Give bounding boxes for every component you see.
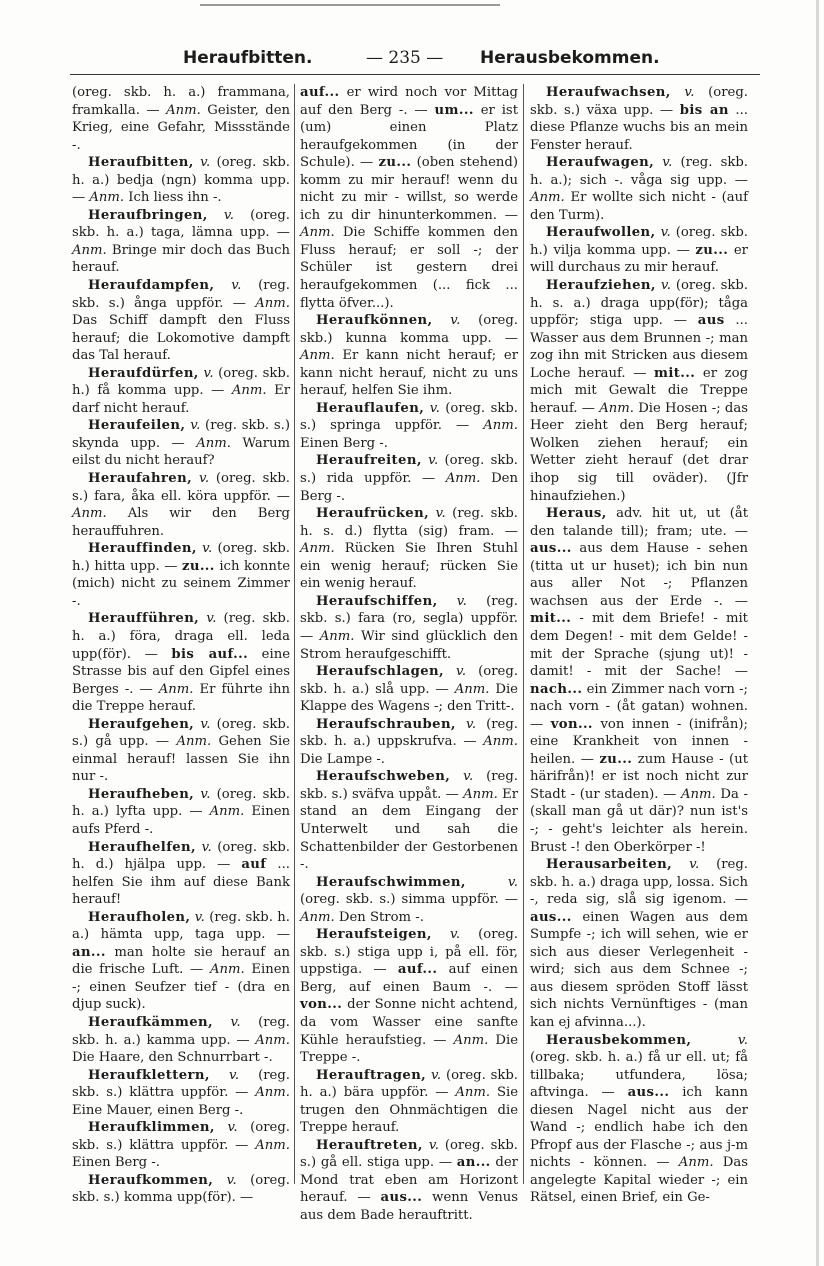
entry-text: (reg. skb. h. a.) kamma upp. — [72, 1014, 290, 1048]
entry-text: Sie trugen den Ohnmächtigen die Treppe herauf. [300, 1085, 519, 1136]
top-edge-line [200, 4, 500, 6]
dictionary-entry [530, 224, 748, 277]
entry-text: Da - (skall man gå ut där)? nun ist's -; - geht's leichter als herein. Brust -! den Oberkörper -! [530, 786, 748, 855]
entry-text: (reg. skb. h. a.); sich -. våga sig upp. — [530, 155, 748, 188]
entry-text [450, 769, 463, 784]
entry-headword: Heraufheben, [88, 786, 195, 802]
entry-text [444, 664, 456, 679]
entry-abbrev: v. [190, 418, 201, 434]
entry-text: (oreg. skb. s.) klättra uppför. — [72, 1120, 290, 1153]
entry-text: (oreg. skb. h. a.) taga, lämna upp. — [72, 207, 290, 241]
entry-text: eine Strasse bis auf den Gipfel eines Berges -. — [72, 646, 290, 697]
dictionary-entry [72, 1119, 290, 1172]
entry-headword: Herausarbeiten, [546, 857, 673, 873]
dictionary-entry [72, 839, 290, 909]
entry-abbrev: v. [230, 1014, 241, 1030]
entry-headword: Heraufbringen, [88, 207, 208, 223]
entry-text: (oreg. skb. s.) rida uppför. — [300, 453, 518, 487]
dictionary-entry [300, 84, 518, 312]
entry-abbrev: v. [200, 155, 211, 171]
entry-text: (reg. skb. s.) skynda upp. — [72, 418, 290, 451]
entry-abbrev: v. [228, 1067, 240, 1083]
entry-headword: Heraufdampfen, [88, 278, 215, 294]
dictionary-entry [300, 505, 518, 593]
entry-text: (oreg. skb. h. a.) lyfta upp. — [72, 786, 290, 820]
entry-abbrev: Anm. [463, 786, 498, 802]
dictionary-entry [72, 909, 290, 1014]
header-left-guideword: Heraufbitten. [183, 48, 313, 68]
entry-text: (oreg. skb. s.) gå ell. stiga upp. — [300, 1137, 518, 1171]
entry-headword: Herauftragen, [316, 1067, 427, 1083]
entry-headword: Heraufholen, [88, 909, 191, 925]
dictionary-entry [72, 610, 290, 715]
entry-headword: Heraufreiten, [316, 453, 422, 469]
entry-text: wenn Venus aus dem Bade herauftritt. [300, 1190, 518, 1223]
entry-headword: von... [550, 716, 593, 732]
entry-text: (reg. skb. s.) sväfva uppåt. — [300, 769, 518, 802]
entry-abbrev: Anm. [209, 804, 245, 820]
dictionary-entry [72, 1014, 290, 1067]
entry-text: Geister, den Krieg, eine Gefahr, Missstände -. [72, 102, 290, 153]
entry-abbrev: Anm. [196, 435, 231, 451]
dictionary-entry [72, 1067, 290, 1120]
entry-abbrev: Anm. [300, 225, 335, 241]
dictionary-entry [72, 470, 290, 540]
entry-text: (oreg. skb. h. a.) få ur ell. ut; få tillbaka; utfundera, lösa; aftvinga. — [530, 1050, 748, 1101]
entry-headword: mit... [654, 365, 696, 381]
dictionary-entry [530, 84, 748, 154]
entry-text: auf einen Berg, auf einen Baum -. — [300, 962, 518, 995]
entry-text [215, 1120, 228, 1135]
entry-abbrev: v. [231, 278, 242, 294]
entry-text: Er darf nicht herauf. [72, 383, 290, 416]
entry-text: er ist (um) einen Platz heraufgekommen (in der Schule). — [300, 102, 518, 171]
entry-text: (oreg. skb. h. s. a.) draga upp(för); tåga uppför; stiga upp. — [530, 278, 748, 329]
entry-text [466, 875, 508, 890]
entry-text: einen Wagen aus dem Sumpfe -; ich will sehen, wie er sich aus dieser Verlegenheit - wird; sich aus dem Schnee -; aus diesem spröden Stoff lässt sich nichts Vernünftiges - (man kan ej afvinna...). [530, 909, 748, 1030]
entry-text: (oreg. skb. s.) stiga upp i, på ell. för, uppstiga. — [300, 927, 518, 978]
entry-abbrev: Anm. [158, 681, 194, 697]
entry-text: Die Hosen -; das Heer zieht den Berg herauf; Wolken ziehen herauf; ein Wetter zieht herauf (det drar ihop sig till oväder). (Jfr hinaufziehen.) [530, 400, 748, 504]
column-3 [530, 84, 748, 1207]
entry-headword: von... [300, 997, 343, 1013]
entry-text: (oreg. skb. s.) springa uppför. — [300, 400, 518, 434]
dictionary-entry [530, 1032, 748, 1207]
entry-text: Er stand an dem Eingang der Unterwelt und sah die Schattenbilder der Gestorbenen -. [300, 786, 519, 873]
entry-abbrev: v. [200, 786, 211, 802]
entry-abbrev: Anm. [209, 962, 245, 978]
entry-text: er will durchaus zu mir herauf. [530, 242, 748, 276]
dictionary-entry [72, 84, 290, 154]
entry-headword: Heraufeilen, [88, 418, 186, 434]
entry-text [672, 857, 689, 872]
entry-abbrev: v. [507, 874, 518, 890]
dictionary-entry [300, 312, 518, 400]
entry-headword: aus... [530, 541, 572, 557]
entry-headword: aus... [530, 909, 572, 925]
entry-text: ich konnte (mich) nicht zu seinem Zimmer -. [72, 558, 290, 609]
entry-headword: Heraufkommen, [88, 1172, 214, 1188]
entry-text: Die Haare, den Schnurrbart -. [72, 1050, 273, 1066]
entry-abbrev: Anm. [72, 242, 107, 258]
dictionary-entry [300, 593, 518, 663]
entry-text: Rücken Sie Ihren Stuhl ein wenig herauf; rücken Sie ein wenig herauf. [300, 541, 518, 592]
entry-abbrev: Anm. [255, 295, 290, 311]
entry-abbrev: v. [206, 611, 217, 627]
dictionary-entry [72, 786, 290, 839]
entry-headword: Heraus, [546, 506, 607, 522]
entry-headword: Heraufwollen, [546, 225, 656, 241]
entry-text: (reg. skb. h. a.) föra, draga ell. leda upp(för). — [72, 611, 290, 662]
entry-abbrev: v. [684, 85, 695, 100]
entry-abbrev: Anm. [483, 418, 518, 434]
entry-headword: auf [241, 857, 267, 873]
entry-text: Einen aufs Pferd -. [72, 804, 291, 837]
entry-headword: Heraufziehen, [546, 278, 656, 294]
entry-abbrev: Anm. [255, 1137, 290, 1153]
entry-abbrev: Anm. [530, 190, 565, 206]
column-2 [300, 84, 518, 1225]
entry-text: (oreg. skb. s.) gå upp. — [72, 716, 290, 750]
running-head [0, 48, 824, 74]
entry-headword: an... [72, 944, 106, 960]
entry-abbrev: v. [429, 400, 440, 416]
entry-abbrev: v. [226, 1172, 237, 1188]
entry-text [213, 1173, 226, 1188]
page-edge [816, 0, 819, 1266]
dictionary-entry [72, 207, 290, 277]
entry-abbrev: v. [660, 278, 671, 294]
entry-text: (oreg. skb. h. d.) hjälpa upp. — [72, 839, 290, 873]
entry-abbrev: v. [463, 769, 474, 785]
entry-headword: Heraufhelfen, [88, 839, 197, 855]
entry-text: ... diese Pflanze wuchs bis an mein Fenster herauf. [530, 102, 748, 153]
entry-abbrev: v. [202, 541, 213, 557]
entry-text: (oreg. skb. h.) vilja komma upp. — [530, 225, 748, 258]
entry-headword: Heraufkämmen, [88, 1014, 213, 1030]
dictionary-entry [300, 400, 518, 453]
entry-headword: Herauflaufen, [316, 400, 425, 416]
entry-text [432, 927, 450, 942]
entry-text [208, 208, 224, 223]
entry-text: Den Strom -. [334, 909, 424, 925]
entry-abbrev: v. [200, 716, 211, 732]
entry-headword: Heraufklimmen, [88, 1120, 215, 1136]
entry-abbrev: v. [428, 1137, 439, 1153]
entry-text: (oreg. skb. h. a.) bedja (ngn) komma upp. — [72, 155, 290, 206]
entry-abbrev: v. [662, 155, 673, 171]
header-right-guideword: Herausbekommen. [480, 48, 660, 68]
entry-text: (reg. skb. h. a.) draga upp, lossa. Sich -, reda sig, slå sig igenom. — [530, 857, 748, 908]
dictionary-entry [300, 1137, 518, 1225]
entry-text [192, 471, 199, 486]
entry-headword: aus... [380, 1190, 423, 1206]
entry-text [456, 717, 466, 732]
entry-text: (oreg. skb.) kunna komma upp. — [300, 313, 518, 346]
entry-headword: Herauffinden, [88, 541, 197, 557]
dictionary-entry [300, 452, 518, 505]
entry-abbrev: Anm. [231, 383, 267, 399]
entry-text: ... Wasser aus dem Brunnen -; man zog ihn mit Stricken aus diesem Loche herauf. — [530, 313, 748, 381]
entry-headword: Herausbekommen, [546, 1032, 692, 1048]
entry-text: Einen Berg -. [72, 1155, 160, 1171]
entry-text: Das angelegte Kapital wieder -; ein Rätsel, einen Brief, ein Ge- [530, 1155, 748, 1206]
entry-text: Bringe mir doch das Buch herauf. [72, 242, 290, 276]
entry-headword: mit... [530, 611, 572, 627]
entry-text: Die Treppe -. [300, 1032, 518, 1066]
entry-headword: Heraufschweben, [316, 769, 451, 785]
dictionary-entry [72, 365, 290, 418]
entry-text: (reg. skb. h. a.) hämta upp, taga upp. — [72, 909, 290, 943]
entry-headword: aus... [627, 1085, 670, 1101]
entry-headword: Heraufschrauben, [316, 716, 456, 732]
entry-text: (oreg. skb. s.) simma uppför. — [300, 892, 518, 908]
entry-text: (oreg. skb. s.) fara, åka ell. köra uppför. — [72, 471, 290, 504]
entry-abbrev: v. [456, 664, 467, 680]
entry-text [438, 594, 457, 609]
entry-abbrev: v. [737, 1032, 748, 1048]
dictionary-entry [300, 926, 518, 1066]
entry-headword: zu... [599, 751, 633, 767]
entry-text: (oreg. skb. s.) komma upp(för). — [72, 1172, 290, 1206]
entry-text [213, 1015, 231, 1030]
header-rule [70, 74, 760, 75]
entry-abbrev: v. [435, 506, 446, 522]
entry-text: ich kann diesen Nagel nicht aus der Wand -; endlich habe ich den Pfropf aus der Flasche -; aus j-m nichts - können. — [530, 1085, 748, 1171]
entry-abbrev: Anm. [454, 681, 490, 697]
entry-text: - mit dem Briefe! - mit dem Degen! - mit dem Gelde! - mit der Sprache (sjung ut)! - damit! - mit der Sache! — [530, 611, 748, 680]
dictionary-entry [300, 874, 518, 927]
entry-headword: an... [456, 1155, 491, 1171]
entry-headword: Heraufrücken, [316, 506, 430, 522]
entry-text: (oreg. skb. h. a.) bära uppför. — [300, 1067, 518, 1101]
entry-text: von innen - (inifrån); eine Krankheit von innen - heilen. — [530, 716, 748, 767]
entry-abbrev: Anm. [678, 1155, 714, 1171]
entry-text: (reg. skb. s.) ånga uppför. — [72, 278, 290, 311]
dictionary-entry [530, 154, 748, 224]
entry-text: Er kann nicht herauf; er kann nicht herauf, nicht zu uns herauf, helfen Sie ihm. [300, 348, 518, 399]
entry-headword: bis an [679, 102, 729, 118]
entry-text: (reg. skb. h. a.) uppskrufva. — [300, 716, 518, 750]
entry-abbrev: Anm. [166, 102, 201, 118]
dictionary-entry [530, 505, 748, 856]
entry-text: ... helfen Sie ihm auf diese Bank herauf! [72, 857, 290, 908]
entry-text: Ich liess ihn -. [124, 190, 222, 206]
entry-abbrev: Anm. [300, 909, 335, 925]
entry-headword: Heraufsteigen, [316, 927, 432, 943]
entry-headword: Heraufdürfen, [88, 365, 199, 381]
entry-text: (oreg. skb. s.) växa upp. — [530, 85, 748, 118]
dictionary-entry [300, 663, 518, 716]
entry-abbrev: v. [203, 365, 214, 381]
entry-abbrev: v. [660, 225, 671, 241]
entry-text: Warum eilst du nicht herauf? [72, 435, 290, 469]
dictionary-entry [72, 1172, 290, 1207]
column-divider-1 [294, 84, 295, 1184]
entry-text: Das Schiff dampft den Fluss herauf; die Lokomotive dampft das Tal herauf. [72, 313, 290, 364]
entry-text: Er wollte sich nicht - (auf den Turm). [530, 190, 748, 223]
entry-text: Wir sind glücklich den Strom heraufgeschifft. [300, 628, 518, 662]
entry-abbrev: v. [227, 1120, 238, 1136]
entry-abbrev: Anm. [599, 400, 634, 416]
dictionary-entry [72, 277, 290, 365]
entry-text [671, 85, 685, 100]
entry-abbrev: Anm. [319, 628, 355, 644]
dictionary-entry [300, 1067, 518, 1137]
entry-text: (oreg. skb. h.) hitta upp. — [72, 541, 290, 574]
entry-text: aus dem Hause - sehen (titta ut ur huset); ich bin nun aus aller Not -; Pflanzen wachsen aus der Erde -. — [530, 541, 748, 609]
dictionary-entry [300, 716, 518, 769]
entry-abbrev: v. [450, 927, 461, 943]
entry-text: Die Klappe des Wagens -; den Tritt-. [300, 681, 518, 715]
entry-text: zum Hause - (ut härifrån)! er ist noch nicht zur Stadt - (ur staden). — [530, 751, 748, 802]
entry-text: (oreg. skb. h.) få komma upp. — [72, 365, 290, 399]
entry-headword: nach... [530, 681, 583, 697]
entry-abbrev: Anm. [300, 541, 335, 557]
entry-headword: Heraufklettern, [88, 1067, 210, 1083]
entry-abbrev: v. [223, 207, 234, 223]
entry-abbrev: Anm. [89, 190, 125, 206]
entry-text: er zog mich mit Gewalt die Treppe herauf. — [530, 365, 748, 416]
entry-headword: Heraufbitten, [88, 155, 194, 171]
entry-abbrev: Anm. [483, 734, 518, 750]
entry-text: der Mond trat eben am Horizont herauf. — [300, 1155, 518, 1206]
entry-text: Die Lampe -. [300, 751, 385, 767]
entry-headword: auf... [300, 85, 340, 100]
dictionary-entry [300, 768, 518, 873]
entry-text: Den Berg -. [300, 471, 518, 504]
entry-text: Er führte ihn die Treppe herauf. [72, 681, 290, 715]
entry-headword: Heraufgehen, [88, 716, 195, 732]
entry-headword: Heraufführen, [88, 611, 200, 627]
entry-abbrev: v. [194, 909, 205, 925]
entry-headword: Heraufwagen, [546, 155, 655, 171]
entry-abbrev: Anm. [300, 348, 335, 364]
entry-abbrev: Anm. [255, 1085, 290, 1101]
entry-abbrev: v. [201, 839, 212, 855]
entry-text: Einen -; einen Seufzer tief - (dra en djup suck). [72, 962, 290, 1013]
entry-headword: Heraufkönnen, [316, 313, 433, 329]
entry-abbrev: v. [198, 471, 210, 487]
entry-text: Eine Mauer, einen Berg -. [72, 1102, 244, 1118]
entry-abbrev: Anm. [176, 734, 212, 750]
entry-headword: Herauftreten, [316, 1137, 423, 1153]
entry-text: man holte sie herauf an die frische Luft. — [72, 944, 290, 978]
entry-headword: Heraufwachsen, [546, 85, 671, 100]
entry-headword: Heraufschwimmen, [316, 874, 466, 890]
entry-headword: zu... [181, 558, 215, 574]
entry-text: (reg. skb. h. s. d.) flytta (sig) fram. — [300, 506, 518, 539]
entry-text: Die Schiffe kommen den Fluss herauf; er soll -; der Schüler ist gestern drei heraufgekommen (... fick ... flytta öfver...). [300, 225, 518, 311]
dictionary-entry [530, 277, 748, 505]
dictionary-entry [72, 154, 290, 207]
entry-abbrev: v. [431, 1067, 442, 1083]
column-1 [72, 84, 290, 1207]
entry-text: ein Zimmer nach vorn -; nach vorn - (åt gatan) wohnen. — [530, 681, 748, 732]
entry-abbrev: Anm. [255, 1032, 290, 1048]
entry-text: der Sonne nicht achtend, da vom Wasser eine sanfte Kühle heraufstieg. — [300, 997, 518, 1048]
entry-text: Einen Berg -. [300, 435, 388, 451]
entry-text: (oreg. skb. h. a.) slå upp. — [300, 664, 518, 697]
entry-abbrev: v. [465, 716, 477, 732]
entry-headword: Heraufschiffen, [316, 593, 438, 609]
entry-text: (reg. skb. s.) fara (ro, segla) uppför. — [300, 593, 518, 644]
entry-headword: um... [434, 102, 474, 118]
entry-abbrev: Anm. [455, 1085, 491, 1101]
column-divider-2 [523, 84, 524, 1184]
entry-text: Als wir den Berg herauffuhren. [72, 506, 290, 539]
entry-text [210, 1068, 229, 1083]
entry-text: er wird noch vor Mittag auf den Berg -. — [300, 85, 518, 118]
entry-headword: Heraufahren, [88, 471, 193, 487]
entry-abbrev: v. [456, 593, 467, 609]
dictionary-entry [72, 540, 290, 610]
entry-text: (oreg. skb. h. a.) frammana, framkalla. — [72, 85, 290, 118]
page-number: — 235 — [366, 48, 444, 68]
dictionary-entry [530, 856, 748, 1031]
dictionary-entry [72, 417, 290, 470]
entry-headword: bis auf... [171, 646, 249, 662]
entry-text [691, 1033, 738, 1048]
entry-abbrev: Anm. [445, 471, 481, 487]
entry-text: adv. hit ut, ut (åt den talande till); fram; ute. — [530, 506, 748, 539]
entry-text: (oben stehend) komm zu mir herauf! wenn du nicht zu mir - willst, so werde ich zu dir hinunterkommen. — [300, 155, 518, 223]
entry-text: (reg. skb. s.) klättra uppför. — [72, 1067, 290, 1101]
entry-text: Gehen Sie einmal herauf! lassen Sie ihn nur -. [72, 734, 290, 785]
entry-abbrev: Anm. [681, 786, 716, 802]
entry-headword: aus [697, 313, 725, 329]
dictionary-entry [72, 716, 290, 786]
entry-text [214, 278, 231, 293]
entry-headword: zu... [378, 155, 412, 171]
entry-abbrev: v. [450, 313, 461, 329]
entry-abbrev: Anm. [72, 506, 107, 522]
entry-abbrev: v. [428, 453, 439, 469]
entry-headword: zu... [695, 242, 729, 258]
entry-headword: auf... [397, 962, 438, 978]
entry-text [432, 313, 450, 328]
entry-abbrev: v. [689, 857, 700, 873]
entry-abbrev: Anm. [453, 1032, 489, 1048]
entry-headword: Heraufschlagen, [316, 664, 444, 680]
